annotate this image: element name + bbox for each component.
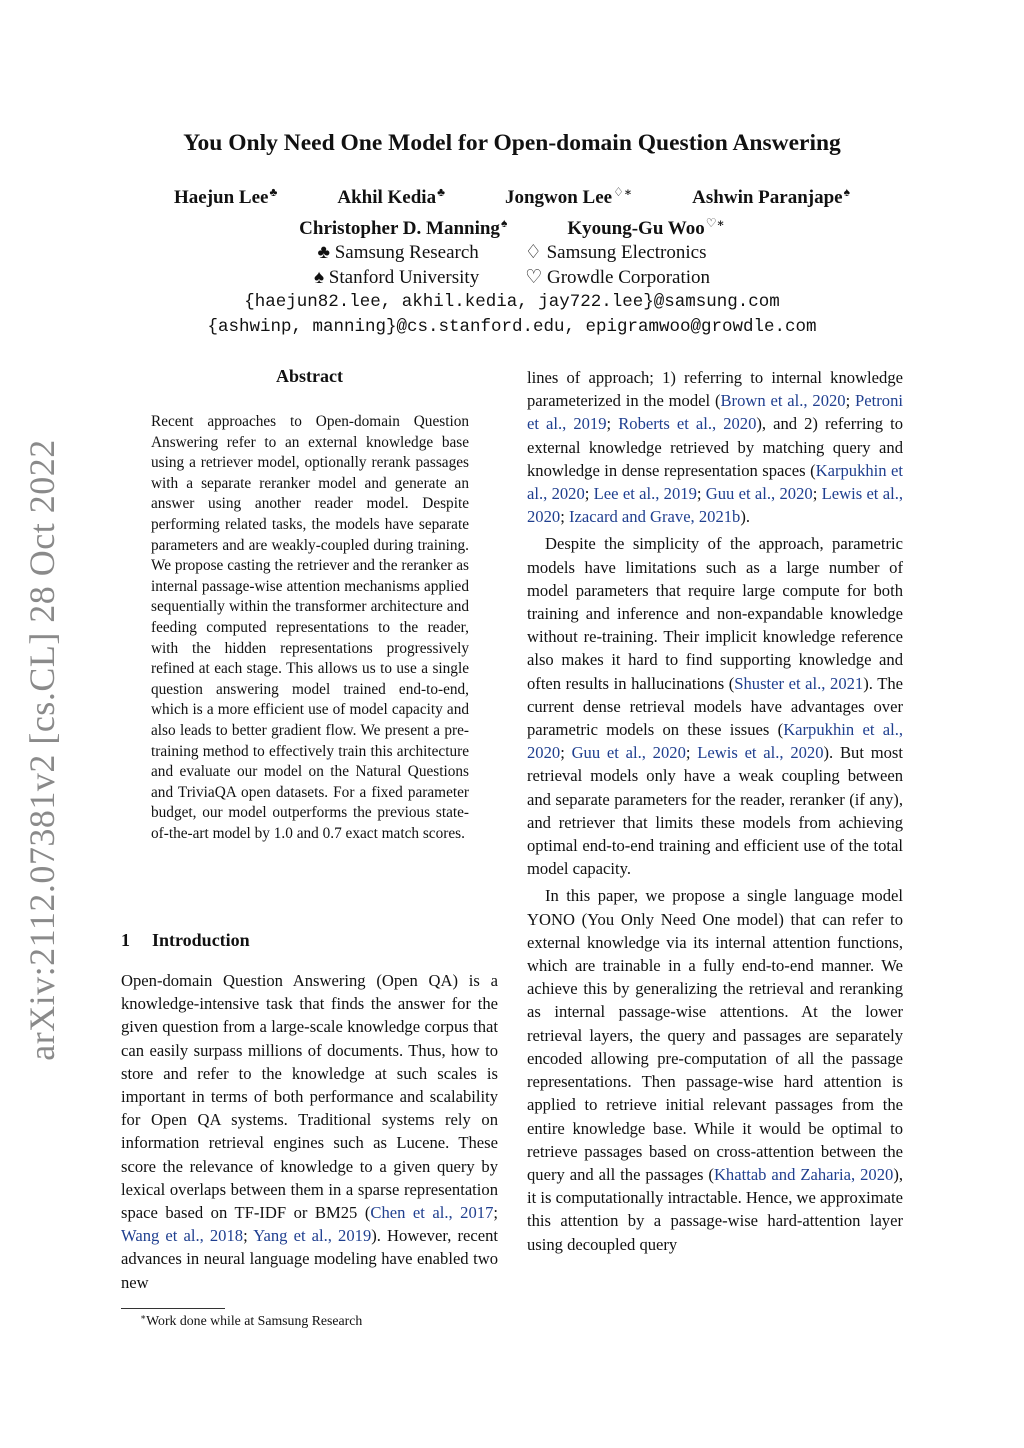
abstract-heading: Abstract (276, 366, 343, 386)
paragraph: In this paper, we propose a single language model YONO (You Only Need One model) that can refer to external knowledge via its internal attention functions, which are trainable in a fully end-to-end manner. We achieve this by generalizing the retrieval and reranking as internal passage-wise attentions. At the lower retrieval layers, the query and passages are separately encoded allowing pre-computation of all the passage representations. Then passage-wise hard attention is applied to retrieve initial relevant passages from the entire knowledge base. While it would be optimal to retrieve passages based on cross-attention between the query and all the passages (Khattab and Zaharia, 2020), it is computationally intractable. Hence, we approximate this attention by a passage-wise hard-attention layer using decoupled query (527, 886, 903, 1254)
author-row-2 (100, 211, 924, 242)
citation-link[interactable]: Wang et al., 2018 (121, 1226, 244, 1246)
author-block (100, 180, 924, 339)
abstract-text: Recent approaches to Open-domain Question Answering refer to an external knowledge base using a retriever model, optionally rerank passages with a separate reranker model and generate an answer using another reader model. Despite performing related tasks, the models have separate parameters and are weakly-coupled during training. We propose casting the retriever and the reranker as internal passage-wise attention mechanisms applied sequentially within the transformer architecture and feeding computed representations to the reader, with the hidden representations progressively refined at each stage. This allows us to use a single question answering model trained end-to-end, which is a more efficient use of model capacity and also leads to better gradient flow. We present a pre-training method to effectively train this architecture and evaluate our model on the Natural Questions and TriviaQA open datasets. For a fixed parameter budget, our model outperforms the previous state-of-the-art model by 1.0 and 0.7 exact match scores. (151, 413, 469, 842)
affiliation: ♢ Samsung Electronics (524, 242, 707, 263)
citation-link[interactable]: Lewis et al., 2020 (697, 743, 824, 763)
paragraph: Open-domain Question Answering (Open QA) is a knowledge-intensive task that finds the answer for the given question from a large-scale knowledge corpus that can easily surpass millions of documents. Thus, how to store and refer to the knowledge at such scales is important in terms of both performance and scalability for Open QA systems. Traditional systems rely on information retrieval engines such as Lucene. These score the relevance of knowledge to a given query by lexical overlaps between them in a sparse representation space based on TF-IDF or BM25 (Chen et al., 2017; Wang et al., 2018; Yang et al., 2019). However, recent advances in neural language modeling have enabled two new (121, 971, 498, 1292)
author-name: Haejun Lee♣ (174, 185, 278, 208)
right-column-body (527, 366, 903, 1260)
email-line: {ashwinp, manning}@cs.stanford.edu, epigramwoo@growdle.com (207, 316, 817, 337)
citation-link[interactable]: Lee et al., 2019 (593, 484, 697, 504)
author-name: Akhil Kedia♣ (337, 185, 445, 208)
citation-link[interactable]: Lewis et al., 2020 (527, 484, 903, 527)
affiliation: ♡ Growdle Corporation (525, 266, 711, 288)
citation-link[interactable]: Yang et al., 2019 (253, 1226, 372, 1246)
footnote: ∗Work done while at Samsung Research (140, 1312, 363, 1328)
author-row-1 (100, 180, 924, 211)
author-name: Christopher D. Manning♠ (299, 215, 508, 239)
citation-link[interactable]: Karpukhin et al., 2020 (527, 460, 904, 504)
author-name: Ashwin Paranjape♠ (692, 185, 850, 208)
author-name: Kyoung-Gu Woo♡∗ (567, 215, 725, 239)
affiliation: ♠ Stanford University (313, 266, 480, 288)
affiliation-row-1 (100, 241, 924, 266)
citation-link[interactable]: Petroni et al., 2019 (527, 391, 903, 434)
affiliation-row-2 (100, 266, 924, 291)
paragraph: Despite the simplicity of the approach, parametric models have limitations such as a large number of model parameters that require large compute for both training and inference and non-expandable knowledge without re-training. Their implicit knowledge reference also makes it hard to find supporting knowledge and often results in hallucinations (Shuster et al., 2021). The current dense retrieval models have advantages over parametric models on these issues (Karpukhin et al., 2020; Guu et al., 2020; Lewis et al., 2020). But most retrieval models only have a weak coupling between and separate parameters for the reader, reranker (if any), and retriever that limits these models from achieving optimal end-to-end training and efficient use of the total model capacity. (527, 534, 903, 879)
author-name: Jongwon Lee♢∗ (504, 185, 633, 208)
paper-title: You Only Need One Model for Open-domain Question Answering (183, 130, 841, 156)
citation-link[interactable]: Khattab and Zaharia, 2020 (713, 1164, 894, 1184)
citation-link[interactable]: Guu et al., 2020 (571, 743, 686, 763)
section-title: Introduction (152, 930, 250, 950)
paragraph: lines of approach; 1) referring to internal knowledge parameterized in the model (Brown et al., 2020; Petroni et al., 2019; Roberts et al., 2020), and 2) referring to external knowledge retrieved by matching query and knowledge in dense representation spaces (Karpukhin et al., 2020; Lee et al., 2019; Guu et al., 2020; Lewis et al., 2020; Izacard and Grave, 2021b). (527, 368, 904, 527)
section-heading (121, 930, 498, 951)
email-line: {haejun82.lee, akhil.kedia, jay722.lee}@samsung.com (244, 292, 780, 312)
affiliation: ♣ Samsung Research (317, 242, 479, 263)
citation-link[interactable]: Chen et al., 2017 (370, 1203, 494, 1223)
citation-link[interactable]: Izacard and Grave, 2021b (568, 507, 741, 527)
section-number: 1 (121, 930, 130, 950)
footnote-divider (121, 1308, 225, 1309)
citation-link[interactable]: Brown et al., 2020 (720, 391, 846, 411)
citation-link[interactable]: Shuster et al., 2021 (734, 673, 864, 693)
citation-link[interactable]: Guu et al., 2020 (705, 484, 813, 504)
arxiv-identifier: arXiv:2112.07381v2 [cs.CL] 28 Oct 2022 (22, 439, 62, 1061)
citation-link[interactable]: Roberts et al., 2020 (618, 414, 757, 434)
left-column-body (121, 969, 498, 1294)
citation-link[interactable]: Karpukhin et al., 2020 (527, 720, 903, 763)
